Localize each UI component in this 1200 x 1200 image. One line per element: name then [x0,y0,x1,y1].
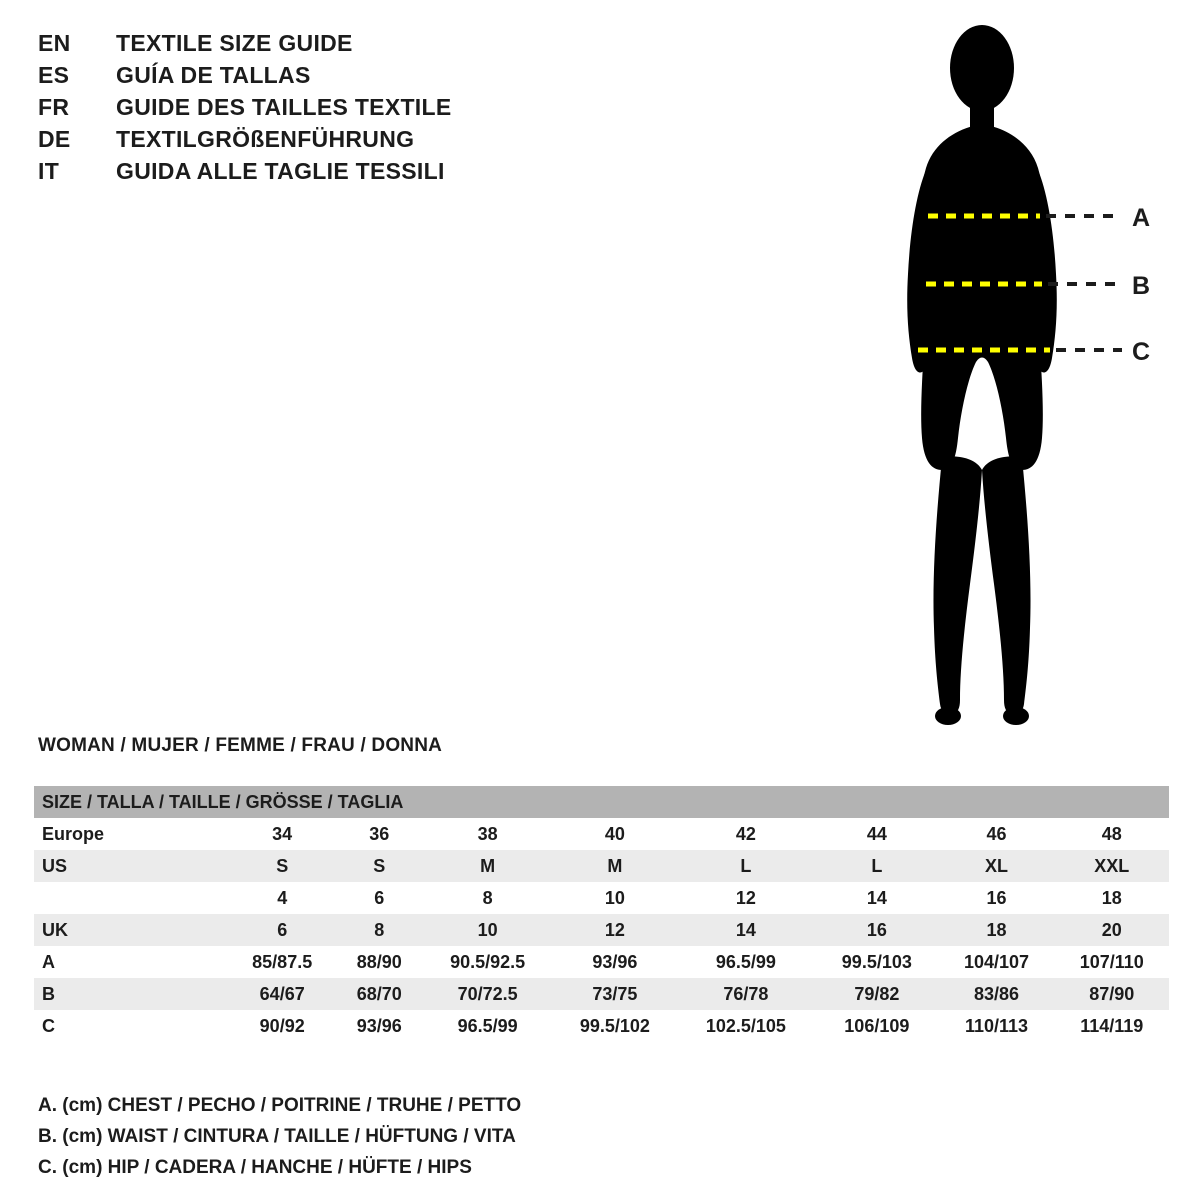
legend-item-chest: A. (cm) CHEST / PECHO / POITRINE / TRUHE / PETTO [38,1095,522,1116]
table-cell: 68/70 [356,983,402,1004]
table-cell: S [373,855,386,876]
row-label-us: US [42,855,68,876]
title-lang-it: IT [38,158,60,184]
table-cell: M [480,855,496,876]
title-row [38,158,598,190]
table-cell: 48 [1101,823,1122,844]
marker-label-b: B [1132,272,1151,300]
title-lang-es: ES [38,62,70,88]
table-cell: 102.5/105 [705,1015,786,1036]
table-header-row [34,786,1169,818]
row-label-b: B [42,983,55,1004]
table-row [34,914,1169,946]
table-cell: 12 [604,919,625,940]
table-cell: 96.5/99 [715,951,776,972]
table-cell: 18 [1101,887,1122,908]
table-cell: 40 [604,823,625,844]
row-label-us-numeric [34,882,228,914]
table-cell: 42 [735,823,756,844]
table-cell: S [276,855,289,876]
table-cell: 93/96 [592,951,638,972]
legend-item-hip: C. (cm) HIP / CADERA / HANCHE / HÜFTE / HIPS [38,1157,472,1178]
table-row [34,978,1169,1010]
table-cell: 44 [866,823,887,844]
table-cell: 20 [1101,919,1122,940]
marker-label-c: C [1132,338,1151,366]
table-row [34,850,1169,882]
table-cell: 8 [482,887,493,908]
size-table [34,786,1169,1042]
table-cell: 14 [735,919,756,940]
table-cell: 18 [986,919,1007,940]
row-label-europe: Europe [42,823,105,844]
title-lang-en: EN [38,30,71,56]
row-label-c: C [42,1015,55,1036]
table-cell: 85/87.5 [252,951,313,972]
measurement-legend [38,1090,521,1183]
table-cell: 106/109 [844,1015,910,1036]
table-cell: 99.5/102 [579,1015,650,1036]
title-text-fr: GUIDE DES TAILLES TEXTILE [116,94,452,120]
table-cell: 83/86 [974,983,1020,1004]
table-row [34,1010,1169,1042]
table-cell: 70/72.5 [457,983,518,1004]
table-cell: 6 [374,887,385,908]
table-cell: 16 [986,887,1007,908]
legend-item-waist: B. (cm) WAIST / CINTURA / TAILLE / HÜFTUNG / VITA [38,1126,516,1147]
table-cell: L [871,855,883,876]
title-lang-de: DE [38,126,71,152]
table-cell: 79/82 [854,983,900,1004]
title-row [38,126,598,158]
table-cell: 8 [374,919,385,940]
section-heading-woman: WOMAN / MUJER / FEMME / FRAU / DONNA [38,735,443,756]
table-cell: 64/67 [259,983,305,1004]
title-text-es: GUÍA DE TALLAS [116,62,311,88]
table-cell: 90.5/92.5 [450,951,526,972]
table-cell: 104/107 [963,951,1030,972]
table-cell: 12 [735,887,756,908]
table-cell: 96.5/99 [457,1015,518,1036]
table-cell: 34 [272,823,293,844]
table-cell: 38 [477,823,498,844]
table-cell: 99.5/103 [841,951,912,972]
table-cell: 4 [277,887,288,908]
table-row [34,946,1169,978]
table-cell: 6 [277,919,288,940]
table-cell: 14 [866,887,887,908]
table-cell: 10 [604,887,625,908]
table-header-label: SIZE / TALLA / TAILLE / GRÖSSE / TAGLIA [42,791,404,812]
table-cell: 73/75 [592,983,638,1004]
title-text-de: TEXTILGRÖßENFÜHRUNG [116,126,415,152]
table-cell: 16 [866,919,887,940]
table-cell: 107/110 [1079,951,1144,972]
title-text-it: GUIDA ALLE TAGLIE TESSILI [116,158,445,184]
table-row [34,882,1169,914]
table-cell: 10 [477,919,498,940]
table-cell: 76/78 [723,983,769,1004]
table-cell: 110/113 [964,1015,1029,1036]
title-lang-fr: FR [38,94,70,120]
table-cell: M [607,855,623,876]
table-cell: XL [985,855,1009,876]
table-cell: 87/90 [1089,983,1135,1004]
title-row [38,30,598,62]
marker-label-a: A [1132,204,1151,232]
table-row [34,818,1169,850]
table-cell: XXL [1094,855,1130,876]
female-silhouette-icon [860,18,1190,738]
title-block [38,30,598,190]
row-label-uk: UK [42,919,68,940]
table-cell: 114/119 [1080,1015,1144,1036]
table-cell: 88/90 [356,951,402,972]
table-cell: L [740,855,752,876]
row-label-a: A [42,951,55,972]
title-text-en: TEXTILE SIZE GUIDE [116,30,353,56]
title-row [38,94,598,126]
table-cell: 93/96 [356,1015,402,1036]
table-cell: 46 [986,823,1007,844]
table-cell: 36 [369,823,390,844]
table-cell: 90/92 [259,1015,305,1036]
body-figure-diagram [860,18,1190,738]
title-row [38,62,598,94]
